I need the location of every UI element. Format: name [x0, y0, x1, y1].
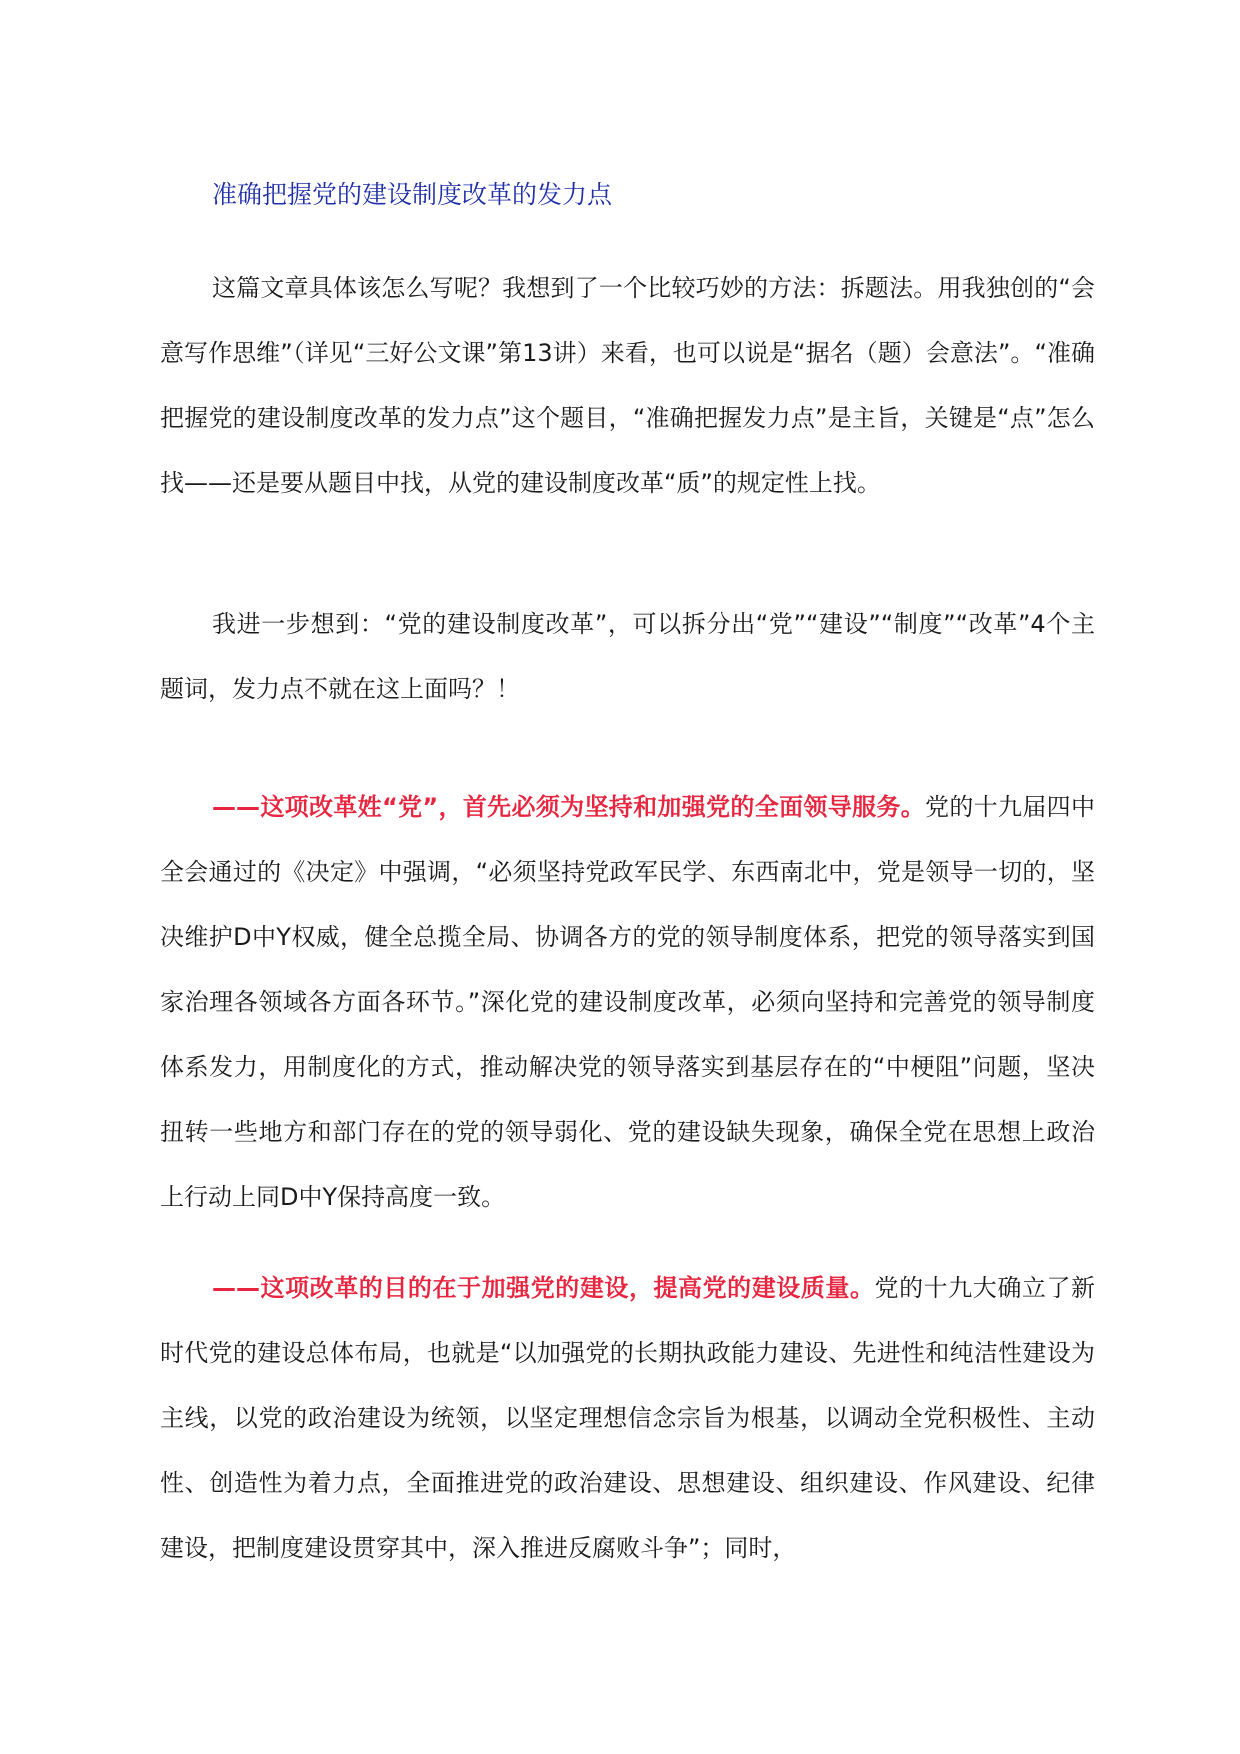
paragraph-3 [160, 775, 1095, 1230]
paragraph-3-lead: ——这项改革姓“党”，首先必须为坚持和加强党的全面领导服务。 [212, 793, 926, 821]
paragraph-2-text: 我进一步想到：“党的建设制度改革”，可以拆分出“党”“建设”“制度”“改革”4个主题词，发力点不就在这上面吗？！ [160, 610, 1095, 703]
paragraph-1-text: 这篇文章具体该怎么写呢？我想到了一个比较巧妙的方法：拆题法。用我独创的“会意写作思维”（详见“三好公文课”第13讲）来看，也可以说是“据名（题）会意法”。“准确把握党的建设制度改革的发力点”这个题目，“准确把握发力点”是主旨，关键是“点”怎么找——还是要从题目中找，从党的建设制度改革“质”的规定性上找。 [160, 274, 1095, 497]
paragraph-2 [160, 592, 1095, 722]
paragraph-4-text: 党的十九大确立了新时代党的建设总体布局，也就是“以加强党的长期执政能力建设、先进性和纯洁性建设为主线，以党的政治建设为统领，以坚定理想信念宗旨为根基，以调动全党积极性、主动性、创造性为着力点，全面推进党的政治建设、思想建设、组织建设、作风建设、纪律建设，把制度建设贯穿其中，深入推进反腐败斗争”；同时， [160, 1274, 1096, 1562]
paragraph-4 [160, 1256, 1095, 1581]
paragraph-3-text: 党的十九届四中全会通过的《决定》中强调，“必须坚持党政军民学、东西南北中，党是领导一切的，坚决维护D中Y权威，健全总揽全局、协调各方的党的领导制度体系，把党的领导落实到国家治理各领域各方面各环节。”深化党的建设制度改革，必须向坚持和完善党的领导制度体系发力，用制度化的方式，推动解决党的领导落实到基层存在的“中梗阻”问题，坚决扭转一些地方和部门存在的党的领导弱化、党的建设缺失现象，确保全党在思想上政治上行动上同D中Y保持高度一致。 [160, 793, 1096, 1211]
document-title: 准确把握党的建设制度改革的发力点 [212, 180, 613, 209]
paragraph-4-lead: ——这项改革的目的在于加强党的建设，提高党的建设质量。 [212, 1274, 875, 1302]
document-page [160, 0, 1095, 1754]
paragraph-1 [160, 256, 1095, 516]
